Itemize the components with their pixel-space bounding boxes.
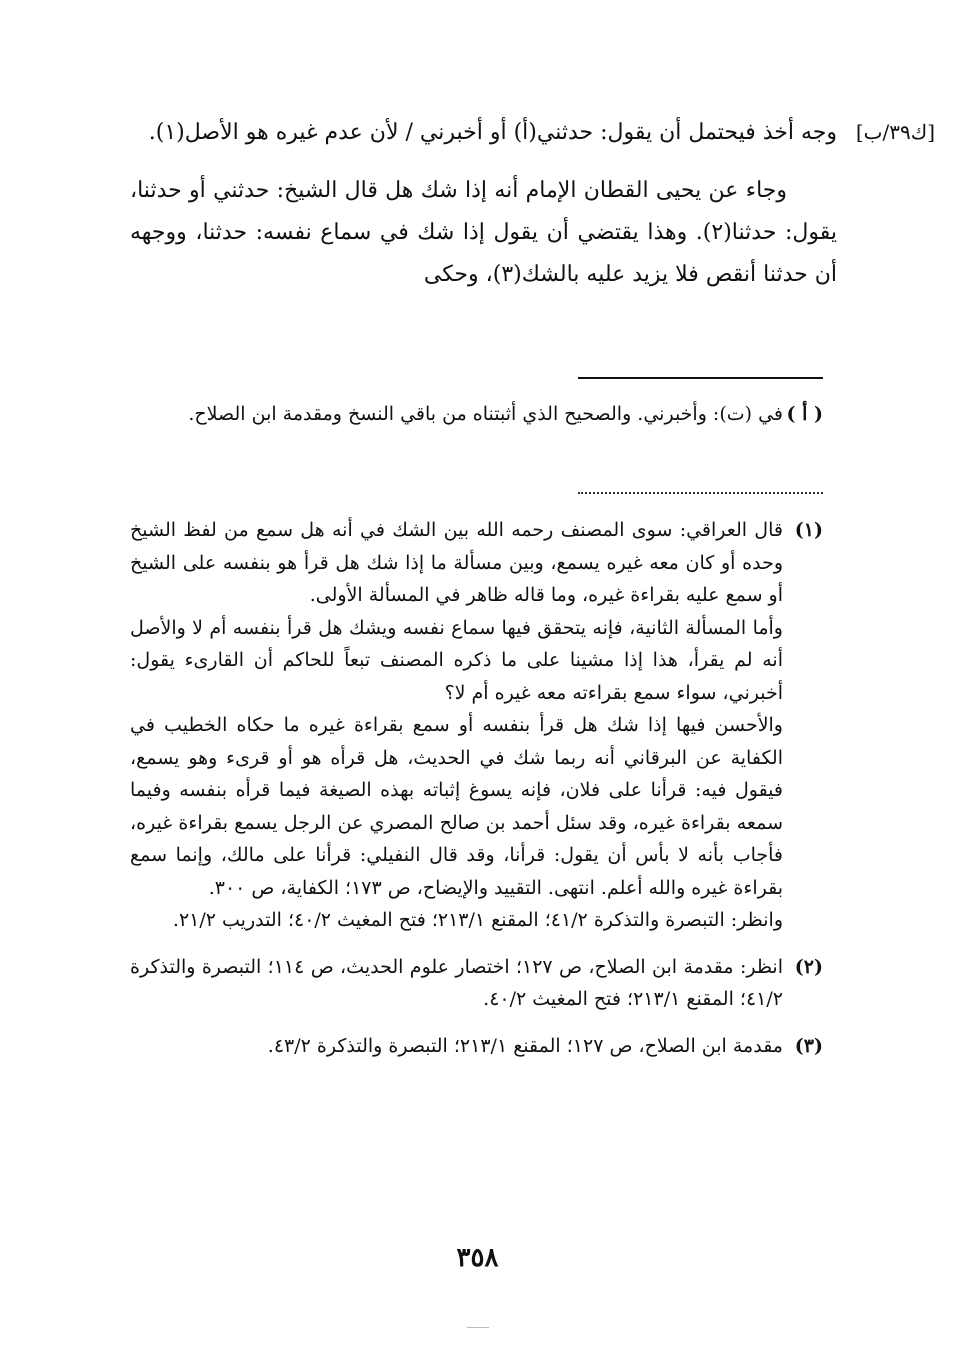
footnote-2	[130, 951, 823, 1016]
variant-readings-block	[130, 398, 823, 431]
footnote-separator-rule	[578, 377, 823, 379]
variant-note	[130, 398, 823, 431]
footnote-3-paragraph: مقدمة ابن الصلاح، ص ١٢٧؛ المقنع ٢١٣/١؛ التبصرة والتذكرة ٤٣/٢.	[267, 1034, 783, 1057]
main-paragraph-2: وجاء عن يحيى القطان الإمام أنه إذا شك هل قال الشيخ: حدثني أو حدثنا، يقول: حدثنا(٢). وهذا يقتضي أن يقول إذا شك في سماع نفسه: حدثنا، ووجهه أن حدثنا أنقص فلا يزيد عليه بالشك(٣)، وحكى	[130, 178, 838, 287]
footnote-1-paragraph: وأما المسألة الثانية، فإنه يتحقق فيها سماع نفسه ويشك هل قرأ بنفسه أم لا والأصل أنه لم يقرأ، هذا إذا مشينا على ما ذكره المصنف تبعاً للحاكم أن القارىء يقول: أخبرني، سواء سمع بقراءته معه غيره أم لا؟	[130, 616, 783, 704]
manuscript-folio-reference: [ك٣٩/ب]	[855, 120, 935, 144]
footnote-1-marker: (١)	[794, 519, 823, 541]
variant-note-marker: ( أ )	[786, 403, 823, 425]
footnotes-block	[130, 514, 823, 1062]
footnote-2-paragraph: انظر: مقدمة ابن الصلاح، ص ١٢٧؛ اختصار علوم الحديث، ص ١١٤؛ التبصرة والتذكرة ٤١/٢؛ المقنع ٢١٣/١؛ فتح المغيث ٤٠/٢.	[130, 955, 783, 1010]
footnote-3-marker: (٣)	[794, 1034, 823, 1057]
main-text-block	[130, 112, 837, 296]
footnote-1-paragraph: قال العراقي: سوى المصنف رحمه الله بين الشك في أنه هل سمع من لفظ الشيخ وحده أو كان معه غيره يسمع، وبين مسألة ما إذا شك هل قرأ هو بنفسه على الشيخ أو سمع عليه بقراءة غيره، وما قاله ظاهر في المسألة الأولى.	[130, 519, 783, 606]
paragraph-spacer	[130, 154, 837, 170]
page-number: ٣٥٨	[456, 1243, 499, 1273]
footnote-2-body	[130, 951, 783, 1016]
footnote-3-body	[130, 1030, 783, 1063]
footnote-1-paragraph: والأحسن فيها إذا شك هل قرأ بنفسه أو سمع بقراءة غيره ما حكاه الخطيب في الكفاية عن البرقاني أنه ربما شك في الحديث، هل قرأه هو أو قرىء وهو يسمع، فيقول فيه: قرأنا على فلان، فإنه يسوغ إثباته بهذه الصيغة فيما قرأه بنفسه وفيما سمعه بقراءة غيره، وقد سئل أحمد بن صالح المصري عن الرجل يسمع بقراءة غيره، فأجاب بأنه لا بأس أن يقول: قرأنا، وقد قال النفيلي: قرأنا على مالك، وإنما سمع بقراءة غيره والله أعلم. انتهى. التقييد والإيضاح، ص ١٧٣؛ الكفاية، ص ٣٠٠.	[130, 714, 783, 899]
footnote-1-body	[130, 514, 783, 937]
footnote-2-marker: (٢)	[794, 955, 823, 978]
dotted-separator-rule	[578, 492, 823, 494]
footnote-3	[130, 1030, 823, 1063]
variant-note-text: في (ت): وأخبرني. والصحيح الذي أثبتناه من باقي النسخ ومقدمة ابن الصلاح.	[188, 403, 783, 425]
footnote-spacer	[130, 937, 823, 951]
footnote-1	[130, 514, 823, 937]
scan-mark	[467, 1327, 489, 1328]
footnote-1-paragraph: وانظر: التبصرة والتذكرة ٤١/٢؛ المقنع ٢١٣/١؛ فتح المغيث ٤٠/٢؛ التدريب ٢١/٢.	[172, 909, 783, 931]
main-paragraph-1: وجه أخذ فيحتمل أن يقول: حدثني(أ) أو أخبرني / لأن عدم غيره هو الأصل(١).	[148, 120, 837, 145]
footnote-spacer	[130, 1016, 823, 1030]
